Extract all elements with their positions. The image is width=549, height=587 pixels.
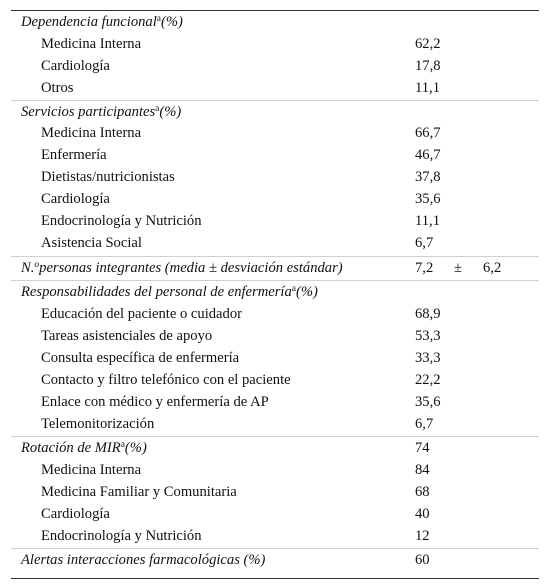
section-unit: (%) [295, 284, 318, 300]
row-label: Cardiología [41, 58, 110, 74]
section-title [21, 437, 147, 459]
plus-minus-sign: ± [454, 260, 463, 276]
table-row [11, 303, 539, 325]
section-title [21, 11, 183, 33]
row-value: 46,7 [415, 147, 441, 163]
section-title-prefix: N. [21, 260, 35, 276]
row-value: 6,7 [415, 416, 434, 432]
section-title [21, 101, 181, 123]
row-label: Cardiología [41, 506, 110, 522]
section-title-text: personas integrantes (media ± desviación estándar) [39, 260, 343, 276]
row-label: Enfermería [41, 147, 107, 163]
table-row [11, 55, 539, 77]
row-label: Telemonitorización [41, 416, 155, 432]
row-label: Tareas asistenciales de apoyo [41, 328, 213, 344]
table-row [11, 369, 539, 391]
section-header-dependencia-funcional [11, 11, 539, 33]
row-label: Medicina Interna [41, 36, 142, 52]
section-unit: (%) [160, 14, 183, 30]
table-row [11, 122, 539, 144]
section-header-servicios-participantes [11, 100, 539, 123]
row-value: 35,6 [415, 394, 441, 410]
section-title-text: Responsabilidades del personal de enfermería [21, 284, 292, 300]
row-label: Consulta específica de enfermería [41, 350, 240, 366]
section-title [21, 281, 318, 303]
section-title-text: Rotación de MIR [21, 440, 121, 456]
section-header-alertas-interacciones [11, 548, 539, 571]
row-label: Educación del paciente o cuidador [41, 306, 242, 322]
row-label: Medicina Familiar y Comunitaria [41, 484, 237, 500]
row-value: 12 [415, 528, 430, 544]
table-row [11, 33, 539, 55]
table-row [11, 166, 539, 188]
row-label: Cardiología [41, 191, 110, 207]
row-value: 37,8 [415, 169, 441, 185]
row-label: Medicina Interna [41, 462, 142, 478]
section-title-text: Dependencia funcional [21, 14, 157, 30]
row-value: 66,7 [415, 125, 441, 141]
table-row [11, 144, 539, 166]
section-title-text: Servicios participantes [21, 104, 156, 120]
row-label: Contacto y filtro telefónico con el paciente [41, 372, 291, 388]
table-row [11, 459, 539, 481]
sd-value: 6,2 [483, 260, 502, 276]
mean-value: 7,2 [415, 260, 434, 276]
table-row [11, 525, 539, 547]
section-title [21, 257, 343, 279]
row-value: 84 [415, 462, 430, 478]
table-row [11, 503, 539, 525]
data-table [11, 10, 539, 579]
section-header-responsabilidades-enfermeria [11, 280, 539, 303]
row-value: 68 [415, 484, 430, 500]
table-row [11, 325, 539, 347]
row-value: 35,6 [415, 191, 441, 207]
table-row [11, 391, 539, 413]
section-unit: (%) [124, 440, 147, 456]
row-label: Dietistas/nutricionistas [41, 169, 175, 185]
table-row [11, 210, 539, 232]
row-value: 11,1 [415, 80, 440, 96]
table-row [11, 347, 539, 369]
row-value: 11,1 [415, 213, 440, 229]
section-unit: (%) [159, 104, 182, 120]
section-header-personas-integrantes [11, 256, 539, 279]
table-row [11, 77, 539, 99]
row-value: 22,2 [415, 372, 441, 388]
row-label: Endocrinología y Nutrición [41, 213, 202, 229]
row-value: 6,7 [415, 235, 434, 251]
section-value: 60 [415, 552, 430, 568]
row-label: Asistencia Social [41, 235, 142, 251]
footnote-mark: a [120, 440, 125, 450]
footnote-mark: a [291, 284, 296, 294]
row-value: 68,9 [415, 306, 441, 322]
table-row [11, 413, 539, 435]
row-label: Endocrinología y Nutrición [41, 528, 202, 544]
row-value: 62,2 [415, 36, 441, 52]
table-row [11, 481, 539, 503]
footnote-mark: a [156, 14, 161, 24]
footnote-mark: a [155, 104, 160, 114]
section-value: 74 [415, 440, 430, 456]
table-row [11, 188, 539, 210]
section-title: Alertas interacciones farmacológicas (%) [21, 552, 266, 568]
row-label: Enlace con médico y enfermería de AP [41, 394, 269, 410]
row-value: 17,8 [415, 58, 441, 74]
table-row [11, 232, 539, 254]
row-label: Otros [41, 80, 74, 96]
row-label: Medicina Interna [41, 125, 142, 141]
ordinal-mark: o [34, 260, 40, 270]
section-header-rotacion-mir [11, 436, 539, 459]
row-value: 53,3 [415, 328, 441, 344]
row-value: 33,3 [415, 350, 441, 366]
row-value: 40 [415, 506, 430, 522]
